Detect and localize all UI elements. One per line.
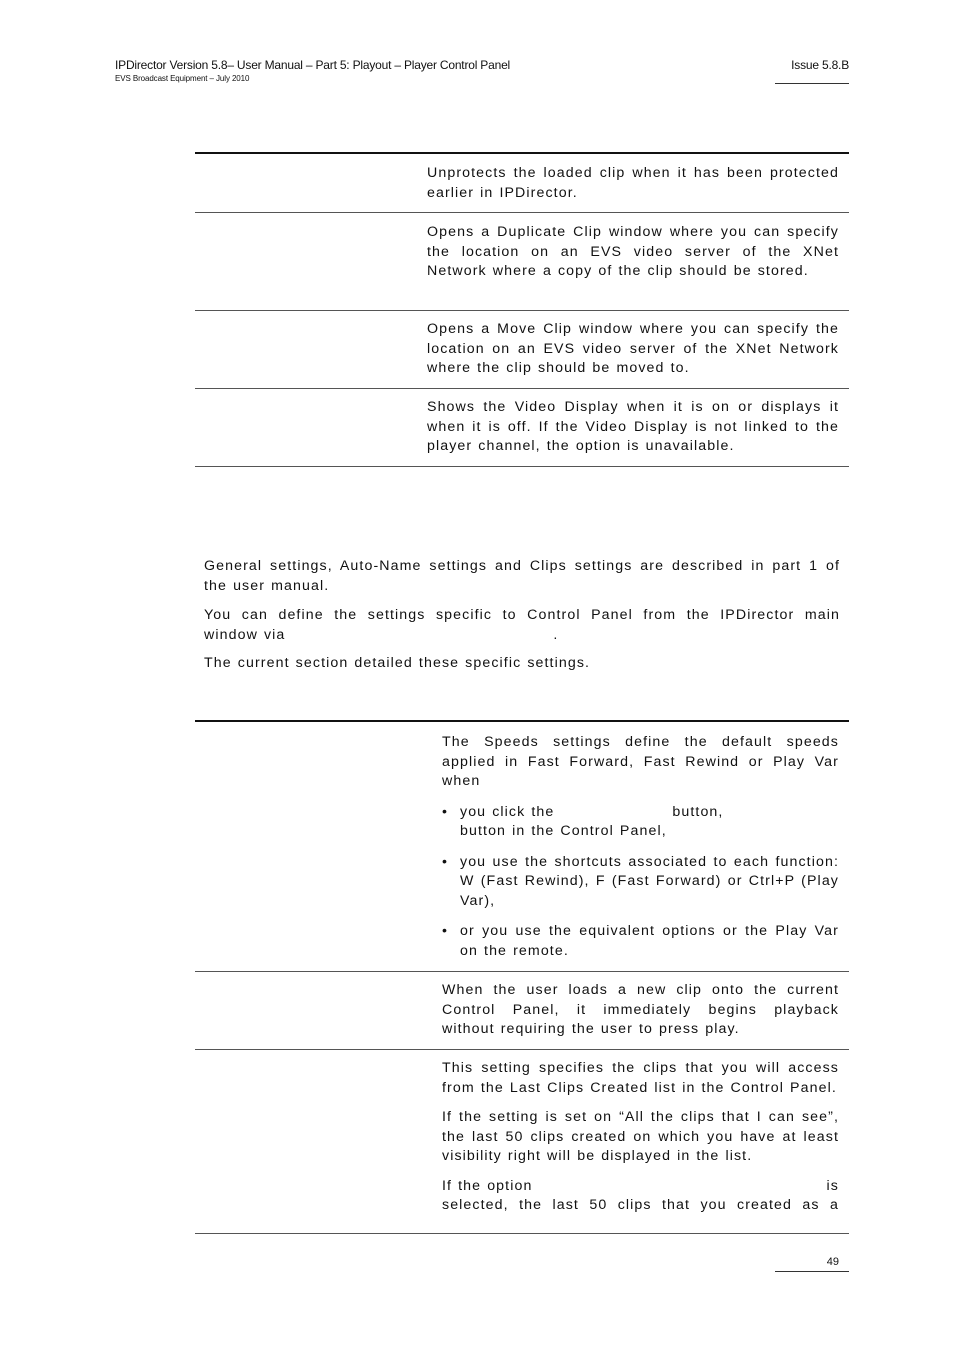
intro-settings-path-end: . [553,626,559,643]
last-clips-p3-end: selected, the last 50 clips that you created as a [442,1197,839,1213]
table-row-divider [195,212,849,213]
autoplay-setting-description: When the user loads a new clip onto the current Control Panel, it immediately begins playback without requiring the user to press play. [442,982,839,1037]
table-bottom-rule [195,466,849,467]
header-issue: Issue 5.8.B [791,58,849,72]
settings-table-bottom-rule [195,1233,849,1234]
page-number: 49 [826,1256,839,1268]
list-item [442,803,839,842]
speeds-intro: The Speeds settings define the default speeds applied in Fast Forward, Fast Rewind or Play Var when [442,734,839,789]
table-row-unprotect-description: Unprotects the loaded clip when it has been protected earlier in IPDirector. [427,165,839,201]
speeds-setting-description [442,733,839,972]
table-row-move-description: Opens a Move Clip window where you can specify the location on an EVS video server of the XNet Network where the clip should be moved to. [427,321,839,376]
bullet-icon: • [442,923,449,939]
last-clips-p3-mid: is [826,1177,839,1194]
settings-table-top-rule [195,720,849,722]
list-item [442,922,839,961]
bullet-icon: • [442,853,449,870]
last-clips-p3 [442,1177,839,1216]
speeds-bullet-list [442,803,839,962]
settings-row-divider [195,1049,849,1050]
table-row-divider [195,310,849,311]
header-subtitle: EVS Broadcast Equipment – July 2010 [115,74,250,83]
bullet1-end: button in the Control Panel, [460,823,667,839]
header-title: IPDirector Version 5.8– User Manual – Part 5: Playout – Player Control Panel [115,58,511,72]
table-row-duplicate-description: Opens a Duplicate Clip window where you can specify the location on an EVS video server of the XNet Network where a copy of the clip should be stored. [427,224,839,279]
bullet1-mid: button, [672,803,724,820]
last-clips-p1: This setting specifies the clips that you will access from the Last Clips Created list in the Control Panel. [442,1060,839,1096]
intro-settings-path-paragraph [204,606,840,645]
bullet1-start: you click the [460,803,555,820]
list-item [442,853,839,912]
table-top-rule [195,152,849,154]
last-clips-setting-description [442,1059,839,1216]
table-row-video-display-description: Shows the Video Display when it is on or displays it when it is off. If the Video Display is not linked to the player channel, the option is unavailable. [427,399,839,454]
intro-paragraph: General settings, Auto-Name settings and Clips settings are described in part 1 of the user manual. [204,558,840,594]
footer-rule [775,1271,849,1272]
last-clips-p3-start: If the option [442,1177,533,1194]
bullet-icon: • [442,803,449,820]
settings-row-divider [195,971,849,972]
header-rule [775,83,849,84]
bullet2-text: you use the shortcuts associated to each function: W (Fast Rewind), F (Fast Forward) or Ctrl+P (Play Var), [460,853,839,909]
table-row-divider [195,388,849,389]
last-clips-p2: If the setting is set on “All the clips that I can see”, the last 50 clips created on which you have at least visibility right will be displayed in the list. [442,1109,839,1164]
intro-section-note: The current section detailed these specific settings. [204,655,591,671]
bullet3-text: or you use the equivalent options or the Play Var on the remote. [460,923,839,959]
intro-settings-path-start: You can define the settings specific to Control Panel from the IPDirector main window via [204,607,840,643]
